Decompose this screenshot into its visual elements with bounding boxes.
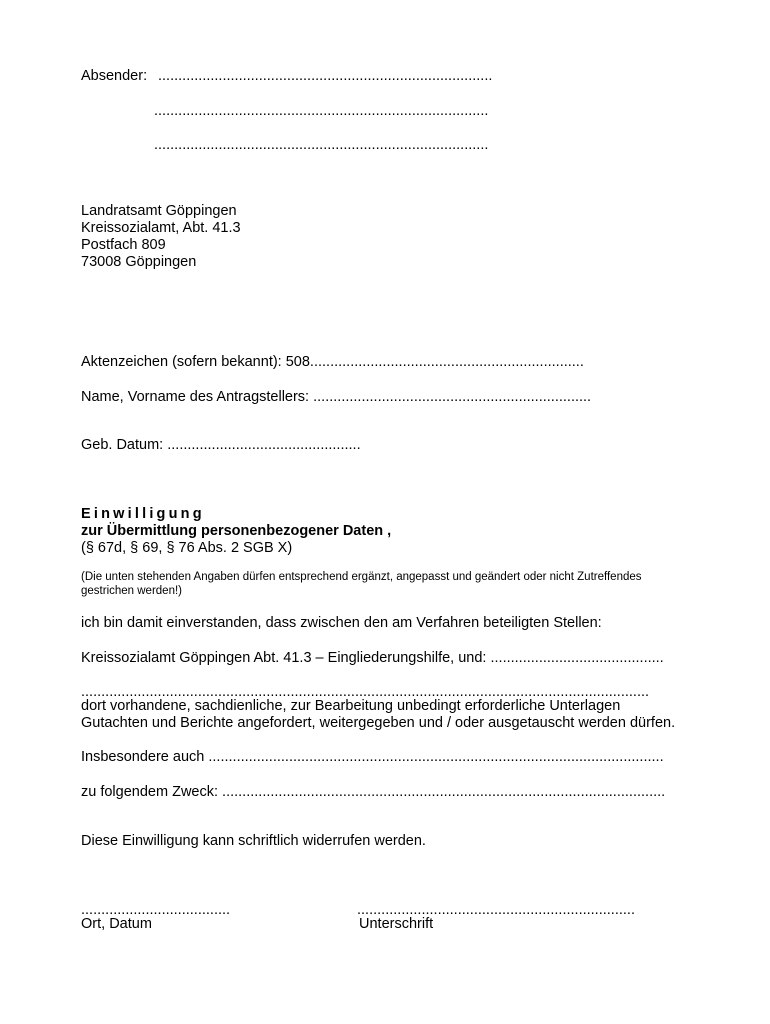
signature-label: Unterschrift [359,916,434,932]
body-text-line-1: dort vorhandene, sachdienliche, zur Bearbeitung unbedingt erforderliche Unterlagen [81,698,621,714]
aktenzeichen-field[interactable]: Aktenzeichen (sofern bekannt): 508.................................................................... [81,354,584,370]
legal-reference: (§ 67d, § 69, § 76 Abs. 2 SGB X) [81,540,293,556]
name-field[interactable]: Name, Vorname des Antragstellers: ..................................................................... [81,389,592,405]
recipient-line-4: 73008 Göppingen [81,254,197,270]
purpose-field[interactable]: zu folgendem Zweck: .............................................................................................................. [81,784,666,800]
note-line-1: (Die unten stehenden Angaben dürfen entsprechend ergänzt, angepasst und geändert oder nicht Zutreffendes [81,571,642,583]
signature-line[interactable]: ..................................................................... [357,902,635,918]
birthdate-field[interactable]: Geb. Datum: ................................................ [81,437,361,453]
office-line[interactable]: Kreissozialamt Göppingen Abt. 41.3 – Eingliederungshilfe, und: ........................................... [81,650,664,666]
sender-label: Absender: [81,68,148,84]
document-title: Einwilligung [81,506,205,522]
recipient-line-3: Postfach 809 [81,237,166,253]
other-office-line[interactable]: ............................................................................................................................................. [81,684,650,700]
recipient-line-1: Landratsamt Göppingen [81,203,237,219]
place-date-label: Ort, Datum [81,916,152,932]
insbesondere-field[interactable]: Insbesondere auch ................................................................................................................. [81,749,664,765]
sender-line-3[interactable]: ................................................................................... [154,137,489,153]
place-date-line[interactable]: ..................................... [81,902,231,918]
consent-statement: ich bin damit einverstanden, dass zwischen den am Verfahren beteiligten Stellen: [81,615,602,631]
note-line-2: gestrichen werden!) [81,585,182,597]
sender-line-1[interactable]: ................................................................................... [158,68,493,84]
document-subtitle: zur Übermittlung personenbezogener Daten , [81,523,392,539]
sender-line-2[interactable]: ................................................................................... [154,103,489,119]
body-text-line-2: Gutachten und Berichte angefordert, weitergegeben und / oder ausgetauscht werden dürfen. [81,715,676,731]
revocation-note: Diese Einwilligung kann schriftlich widerrufen werden. [81,833,426,849]
recipient-line-2: Kreissozialamt, Abt. 41.3 [81,220,241,236]
